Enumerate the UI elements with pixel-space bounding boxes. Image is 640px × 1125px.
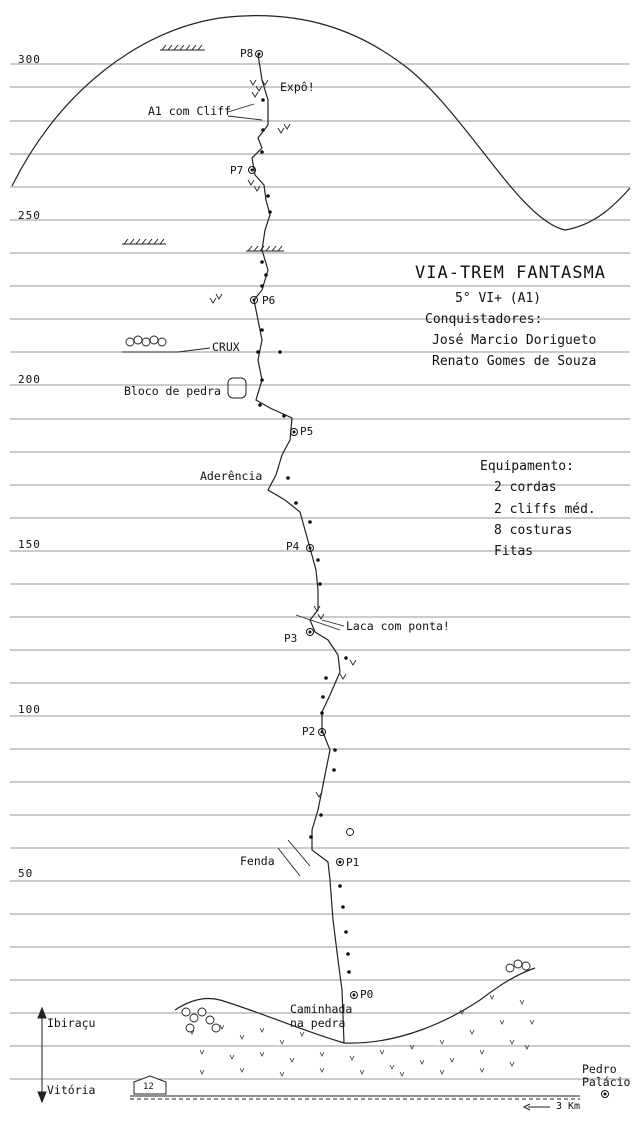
bolt-markers bbox=[256, 98, 351, 974]
annotation-bloco-de-pedra: Bloco de pedra bbox=[124, 384, 221, 398]
station-label-p4: P4 bbox=[286, 540, 300, 553]
vitoria-label: Vitória bbox=[47, 1083, 96, 1097]
annotation-crux: CRUX bbox=[212, 340, 240, 354]
station-label-p8: P8 bbox=[240, 47, 254, 60]
annotation-caminhada-line1: Caminhada bbox=[290, 1002, 353, 1016]
contour-lines bbox=[10, 64, 630, 1079]
equipamento-item-3: 8 costuras bbox=[494, 523, 573, 538]
station-label-p1: P1 bbox=[346, 856, 360, 869]
tree-clusters bbox=[126, 336, 530, 1032]
conquistador-2: Renato Gomes de Souza bbox=[432, 354, 597, 369]
roadway bbox=[130, 1076, 580, 1110]
pedro-palacio-line2: Palácio bbox=[582, 1075, 631, 1089]
elevation-label-300: 300 bbox=[18, 53, 41, 66]
station-markers bbox=[249, 51, 609, 1098]
annotation-fenda: Fenda bbox=[240, 854, 275, 868]
annotation-expo: Expô! bbox=[280, 80, 315, 94]
station-label-p5: P5 bbox=[300, 425, 314, 438]
elevation-label-150: 150 bbox=[18, 538, 41, 551]
equipamento-item-1: 2 cordas bbox=[494, 480, 557, 495]
elevation-label-100: 100 bbox=[18, 703, 41, 716]
station-label-p0: P0 bbox=[360, 988, 374, 1001]
vegetation-marks bbox=[210, 80, 356, 797]
annotation-aderencia: Aderência bbox=[200, 469, 263, 483]
distance-label: 3 Km bbox=[556, 1101, 581, 1112]
station-label-p2: P2 bbox=[302, 725, 316, 738]
equipamento-label: Equipamento: bbox=[480, 459, 574, 474]
equipamento-item-4: Fitas bbox=[494, 544, 534, 559]
annotation-a1-cliff: A1 com Cliff bbox=[148, 104, 232, 118]
annotation-laca-com-ponta: Laca com ponta! bbox=[346, 619, 450, 633]
equipamento-item-2: 2 cliffs méd. bbox=[494, 502, 596, 517]
station-label-p7: P7 bbox=[230, 164, 244, 177]
elevation-label-200: 200 bbox=[18, 373, 41, 386]
route-grade: 5° VI+ (A1) bbox=[455, 291, 542, 306]
pedro-palacio-line1: Pedro bbox=[582, 1062, 617, 1076]
route-title: VIA-TREM FANTASMA bbox=[415, 263, 606, 283]
annotation-caminhada-line2: na pedra bbox=[290, 1016, 346, 1030]
boulder-outline bbox=[228, 378, 246, 398]
elevation-label-50: 50 bbox=[18, 867, 34, 880]
mountain-profile-curve bbox=[12, 16, 630, 230]
ground-profile bbox=[175, 968, 535, 1043]
ibiracu-label: Ibiraçu bbox=[47, 1016, 96, 1030]
station-label-p3: P3 bbox=[284, 632, 298, 645]
station-label-p6: P6 bbox=[262, 294, 276, 307]
altitude-axis bbox=[38, 1008, 46, 1102]
elevation-label-250: 250 bbox=[18, 209, 41, 222]
conquistadores-label: Conquistadores: bbox=[425, 312, 543, 327]
conquistador-1: José Marcio Dorigueto bbox=[432, 333, 597, 348]
road-number-sign: 12 bbox=[143, 1082, 154, 1092]
